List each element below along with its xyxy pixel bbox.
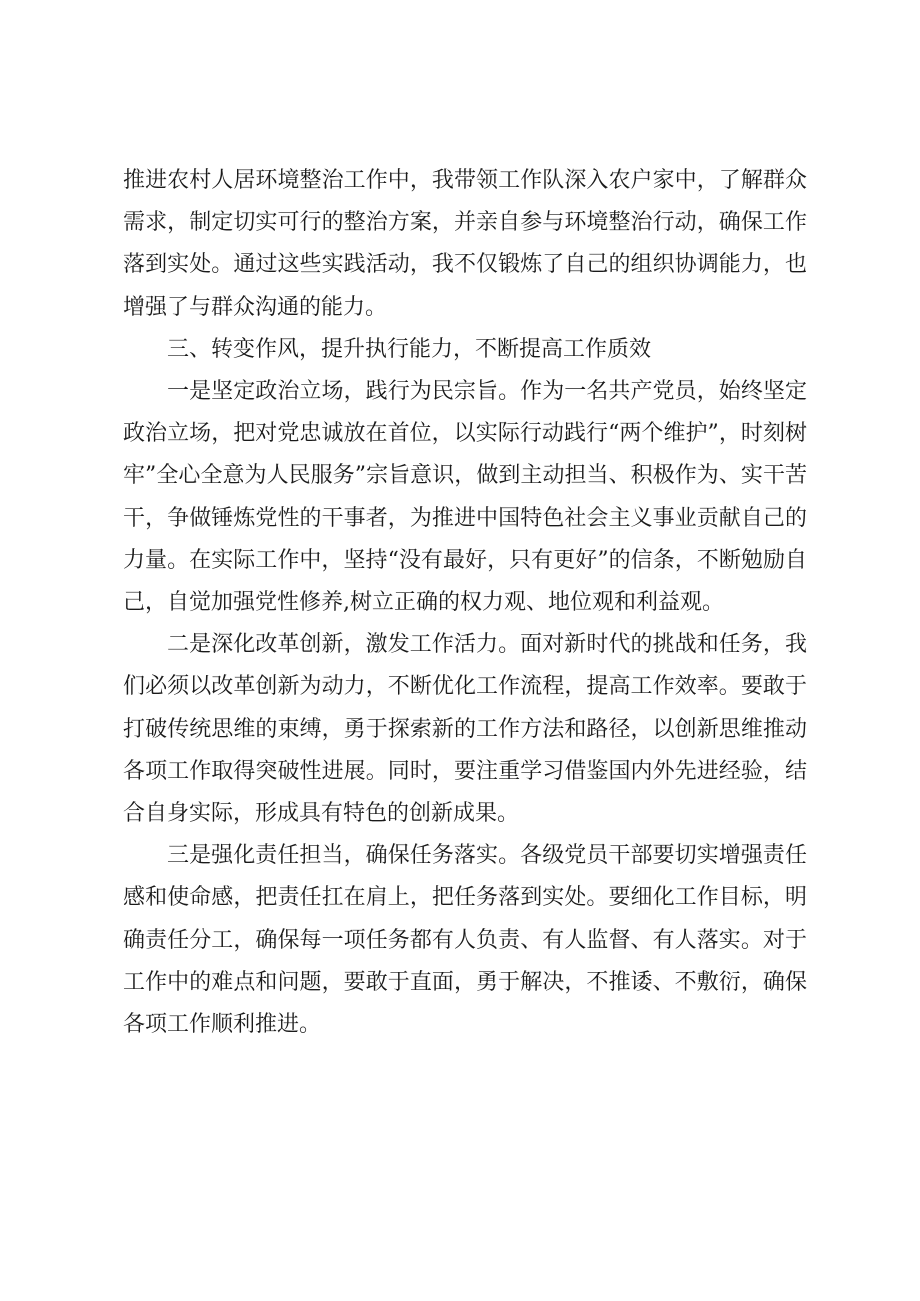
document-body [123,160,807,1046]
paragraph-political-stance: 一是坚定政治立场，践行为民宗旨。作为一名共产党员，始终坚定政治立场，把对党忠诚放在首位，以实际行动践行“两个维护”，时刻树牢”全心全意为人民服务”宗旨意识，做到主动担当、积极作为、实干苦干，争做锤炼党性的干事者，为推进中国特色社会主义事业贡献自己的力量。在实际工作中，坚持“没有最好，只有更好”的信条，不断勉励自己，自觉加强党性修养,树立正确的权力观、地位观和利益观。 [123,379,807,616]
section-heading: 三、转变作风，提升执行能力，不断提高工作质效 [167,336,652,362]
paragraph-reform-innovation: 二是深化改革创新，激发工作活力。面对新时代的挑战和任务，我们必须以改革创新为动力，不断优化工作流程，提高工作效率。要敢于打破传统思维的束缚，勇于探索新的工作方法和路径，以创新思维推动各项工作取得突破性进展。同时，要注重学习借鉴国内外先进经验，结合自身实际，形成具有特色的创新成果。 [123,632,807,827]
paragraph-continuation: 推进农村人居环境整治工作中，我带领工作队深入农户家中，了解群众需求，制定切实可行的整治方案，并亲自参与环境整治行动，确保工作落到实处。通过这些实践活动，我不仅锻炼了自己的组织协调能力，也增强了与群众沟通的能力。 [123,168,807,320]
paragraph-responsibility: 三是强化责任担当，确保任务落实。各级党员干部要切实增强责任感和使命感，把责任扛在肩上，把任务落到实处。要细化工作目标，明确责任分工，确保每一项任务都有人负责、有人监督、有人落实。对于工作中的难点和问题，要敢于直面，勇于解决，不推诿、不敷衍，确保各项工作顺利推进。 [123,843,807,1038]
